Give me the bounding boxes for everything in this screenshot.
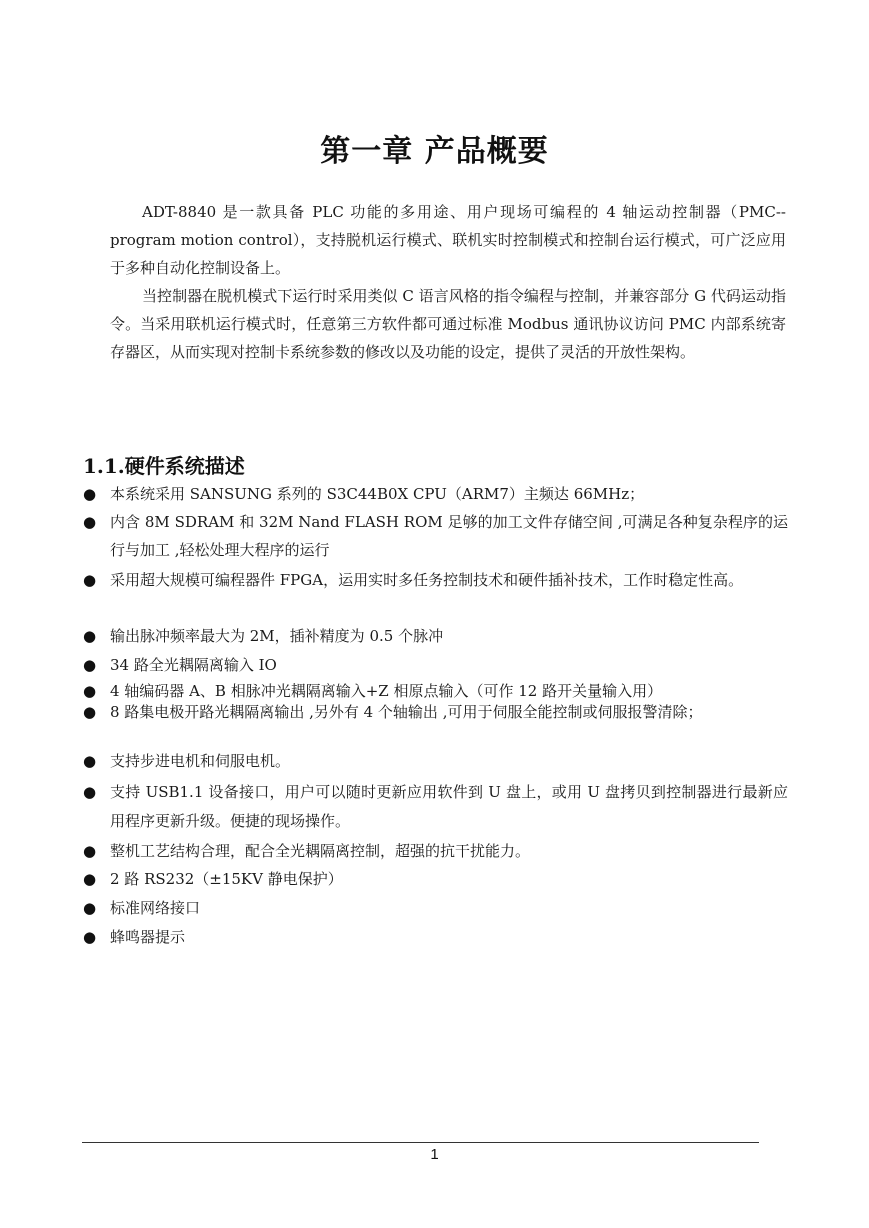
list-item bbox=[83, 508, 788, 564]
bullet-icon: ● bbox=[83, 682, 97, 700]
page-number: 1 bbox=[430, 1146, 439, 1163]
list-item bbox=[83, 838, 788, 864]
footer-divider bbox=[82, 1142, 759, 1143]
list-item bbox=[83, 701, 788, 724]
bullet-icon: ● bbox=[83, 870, 97, 888]
bullet-icon: ● bbox=[83, 752, 97, 770]
bullet-icon: ● bbox=[83, 928, 97, 946]
bullet-icon: ● bbox=[83, 656, 97, 674]
list-item-text: 采用超大规模可编程器件 FPGA，运用实时多任务控制技术和硬件插补技术，工作时稳定性高。 bbox=[110, 571, 744, 589]
list-item bbox=[83, 748, 788, 774]
list-item bbox=[83, 481, 788, 507]
list-item bbox=[83, 895, 788, 921]
list-item bbox=[83, 924, 788, 950]
intro-section bbox=[110, 198, 786, 366]
intro-paragraph: ADT-8840 是一款具备 PLC 功能的多用途、用户现场可编程的 4 轴运动控制器（PMC--program motion control），支持脱机运行模式、联机实时控制模式和控制台运行模式，可广泛应用于多种自动化控制设备上。 bbox=[110, 203, 786, 277]
bullet-icon: ● bbox=[83, 513, 97, 531]
list-item bbox=[83, 866, 788, 892]
list-item-text: 34 路全光耦隔离输入 IO bbox=[110, 656, 277, 674]
bullet-icon: ● bbox=[83, 485, 97, 503]
list-item-text: 蜂鸣器提示 bbox=[110, 928, 186, 946]
section-heading: 1.1.硬件系统描述 bbox=[83, 454, 245, 478]
list-item-text: 4 轴编码器 A、B 相脉冲光耦隔离输入+Z 相原点输入（可作 12 路开关量输入用） bbox=[110, 682, 663, 700]
bullet-icon: ● bbox=[83, 899, 97, 917]
list-item bbox=[83, 623, 788, 649]
list-item bbox=[83, 778, 788, 836]
chapter-title: 第一章 产品概要 bbox=[320, 134, 549, 169]
bullet-icon: ● bbox=[83, 703, 97, 721]
bullet-icon: ● bbox=[83, 842, 97, 860]
bullet-icon: ● bbox=[83, 627, 97, 645]
list-item-text: 整机工艺结构合理，配合全光耦隔离控制，超强的抗干扰能力。 bbox=[110, 842, 531, 860]
list-item-text: 本系统采用 SANSUNG 系列的 S3C44B0X CPU（ARM7）主频达 66MHz； bbox=[110, 485, 645, 503]
list-item-text: 支持步进电机和伺服电机。 bbox=[110, 752, 291, 770]
bullet-icon: ● bbox=[83, 571, 97, 589]
list-item-text: 8 路集电极开路光耦隔离输出 ,另外有 4 个轴输出 ,可用于伺服全能控制或伺服报警清除； bbox=[110, 703, 703, 721]
list-item-text: 支持 USB1.1 设备接口，用户可以随时更新应用软件到 U 盘上，或用 U 盘拷贝到控制器进行最新应用程序更新升级。便捷的现场操作。 bbox=[110, 783, 788, 830]
list-item bbox=[83, 566, 788, 594]
list-item bbox=[83, 652, 788, 678]
list-item-text: 标准网络接口 bbox=[110, 899, 201, 917]
bullet-icon: ● bbox=[83, 783, 97, 801]
list-item-text: 输出脉冲频率最大为 2M，插补精度为 0.5 个脉冲 bbox=[110, 627, 444, 645]
list-item-text: 2 路 RS232（±15KV 静电保护） bbox=[110, 870, 343, 888]
intro-paragraph: 当控制器在脱机模式下运行时采用类似 C 语言风格的指令编程与控制，并兼容部分 G 代码运动指令。当采用联机运行模式时，任意第三方软件都可通过标准 Modbus 通讯协议访问 PMC 内部系统寄存器区，从而实现对控制卡系统参数的修改以及功能的设定，提供了灵活的开放性架构。 bbox=[110, 287, 786, 361]
list-item-text: 内含 8M SDRAM 和 32M Nand FLASH ROM 足够的加工文件存储空间 ,可满足各种复杂程序的运行与加工 ,轻松处理大程序的运行 bbox=[110, 513, 788, 559]
